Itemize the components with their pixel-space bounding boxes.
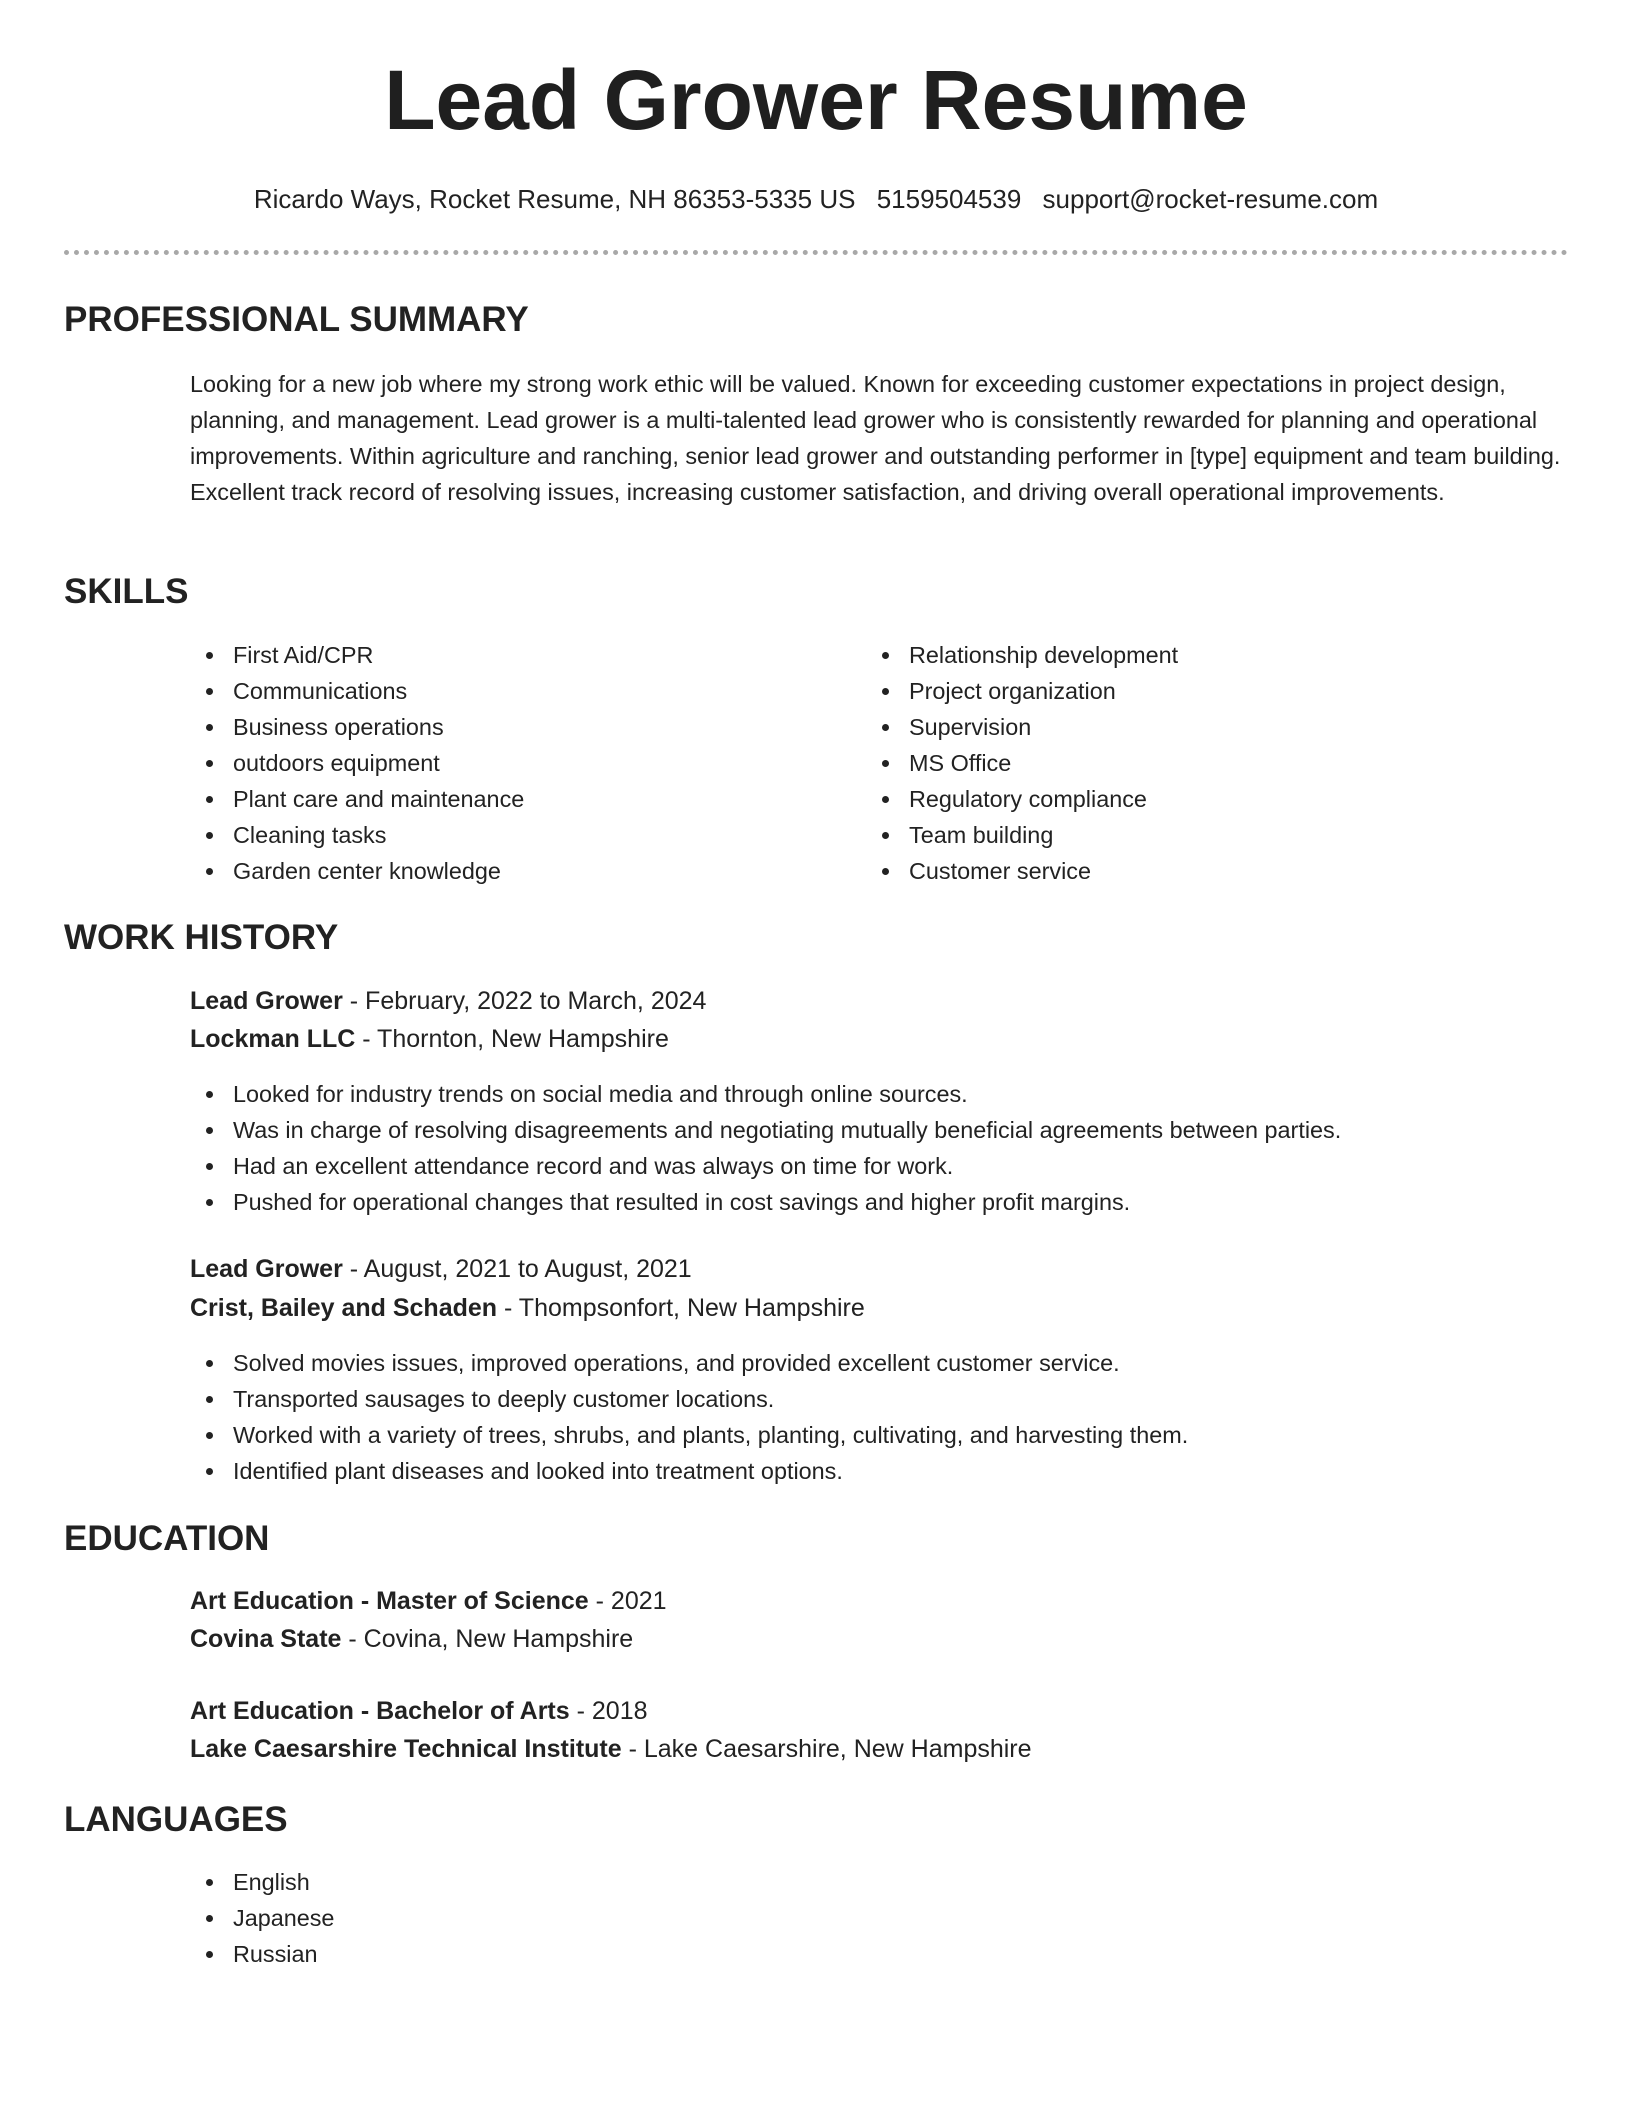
- list-item: Transported sausages to deeply customer locations.: [190, 1381, 1570, 1417]
- job-title: Lead Grower: [190, 987, 343, 1015]
- job-company: Lockman LLC: [190, 1025, 356, 1053]
- summary-text: Looking for a new job where my strong work ethic will be valued. Known for exceeding customer expectations in project design, planning, and management. Lead grower is a multi-talented lead grower who is consistently rewarded for planning and operational improvements. Within agriculture and ranching, senior lead grower and outstanding performer in [type] equipment and team building. Excellent track record of resolving issues, increasing customer satisfaction, and driving overall operational improvements.: [190, 371, 1561, 505]
- school-location: - Covina, New Hampshire: [341, 1625, 634, 1653]
- skills-list-right: [866, 637, 1526, 889]
- job-title-line: [190, 984, 706, 1018]
- list-item: Pushed for operational changes that resulted in cost savings and higher profit margins.: [190, 1184, 1570, 1220]
- education-heading: EDUCATION: [64, 1519, 270, 1558]
- list-item: Worked with a variety of trees, shrubs, and plants, planting, cultivating, and harvesting them.: [190, 1417, 1570, 1453]
- list-item: Japanese: [190, 1900, 790, 1936]
- degree-title: Art Education - Bachelor of Arts: [190, 1697, 570, 1725]
- job-company-line: [190, 1291, 865, 1325]
- school-name: Covina State: [190, 1625, 342, 1653]
- job-dates: - February, 2022 to March, 2024: [342, 987, 707, 1015]
- degree-title: Art Education - Master of Science: [190, 1587, 589, 1615]
- job-title-line: [190, 1252, 692, 1286]
- list-item: Identified plant diseases and looked into treatment options.: [190, 1453, 1570, 1489]
- list-item: Communications: [190, 673, 850, 709]
- list-item: Looked for industry trends on social media and through online sources.: [190, 1076, 1570, 1112]
- list-item: Regulatory compliance: [866, 781, 1526, 817]
- list-item: Project organization: [866, 673, 1526, 709]
- job-location: - Thornton, New Hampshire: [355, 1025, 669, 1053]
- list-item: Supervision: [866, 709, 1526, 745]
- degree-year: - 2018: [569, 1697, 648, 1725]
- list-item: Customer service: [866, 853, 1526, 889]
- job-dates: - August, 2021 to August, 2021: [342, 1255, 692, 1283]
- job-company: Crist, Bailey and Schaden: [190, 1294, 498, 1322]
- list-item: Garden center knowledge: [190, 853, 850, 889]
- skills-list-left: [190, 637, 850, 889]
- school-line: [190, 1622, 633, 1656]
- school-line: [190, 1732, 1032, 1766]
- skills-heading: SKILLS: [64, 572, 189, 611]
- job-company-line: [190, 1022, 669, 1056]
- contact-info: [0, 183, 1632, 215]
- summary-heading: PROFESSIONAL SUMMARY: [64, 300, 529, 339]
- job-title: Lead Grower: [190, 1255, 343, 1283]
- degree-year: - 2021: [588, 1587, 667, 1615]
- list-item: Business operations: [190, 709, 850, 745]
- list-item: First Aid/CPR: [190, 637, 850, 673]
- languages-list: [190, 1864, 790, 1972]
- list-item: Cleaning tasks: [190, 817, 850, 853]
- list-item: Had an excellent attendance record and was always on time for work.: [190, 1148, 1570, 1184]
- list-item: Team building: [866, 817, 1526, 853]
- job-location: - Thompsonfort, New Hampshire: [497, 1294, 865, 1322]
- list-item: Solved movies issues, improved operations, and provided excellent customer service.: [190, 1345, 1570, 1381]
- job-duties-list: [190, 1345, 1570, 1489]
- contact-address: Ricardo Ways, Rocket Resume, NH 86353-5335 US: [253, 184, 856, 214]
- contact-phone[interactable]: 5159504539: [876, 184, 1022, 214]
- list-item: MS Office: [866, 745, 1526, 781]
- degree-line: [190, 1584, 667, 1618]
- list-item: outdoors equipment: [190, 745, 850, 781]
- list-item: English: [190, 1864, 790, 1900]
- degree-line: [190, 1694, 648, 1728]
- school-name: Lake Caesarshire Technical Institute: [190, 1735, 622, 1763]
- list-item: Russian: [190, 1936, 790, 1972]
- contact-email[interactable]: support@rocket-resume.com: [1042, 184, 1379, 214]
- job-duties-list: [190, 1076, 1570, 1220]
- languages-heading: LANGUAGES: [64, 1800, 288, 1839]
- work-heading: WORK HISTORY: [64, 918, 339, 957]
- list-item: Plant care and maintenance: [190, 781, 850, 817]
- school-location: - Lake Caesarshire, New Hampshire: [621, 1735, 1032, 1763]
- list-item: Was in charge of resolving disagreements and negotiating mutually beneficial agreements between parties.: [190, 1112, 1570, 1148]
- page-title: Lead Grower Resume: [384, 53, 1248, 147]
- list-item: Relationship development: [866, 637, 1526, 673]
- header-divider: [64, 250, 1568, 255]
